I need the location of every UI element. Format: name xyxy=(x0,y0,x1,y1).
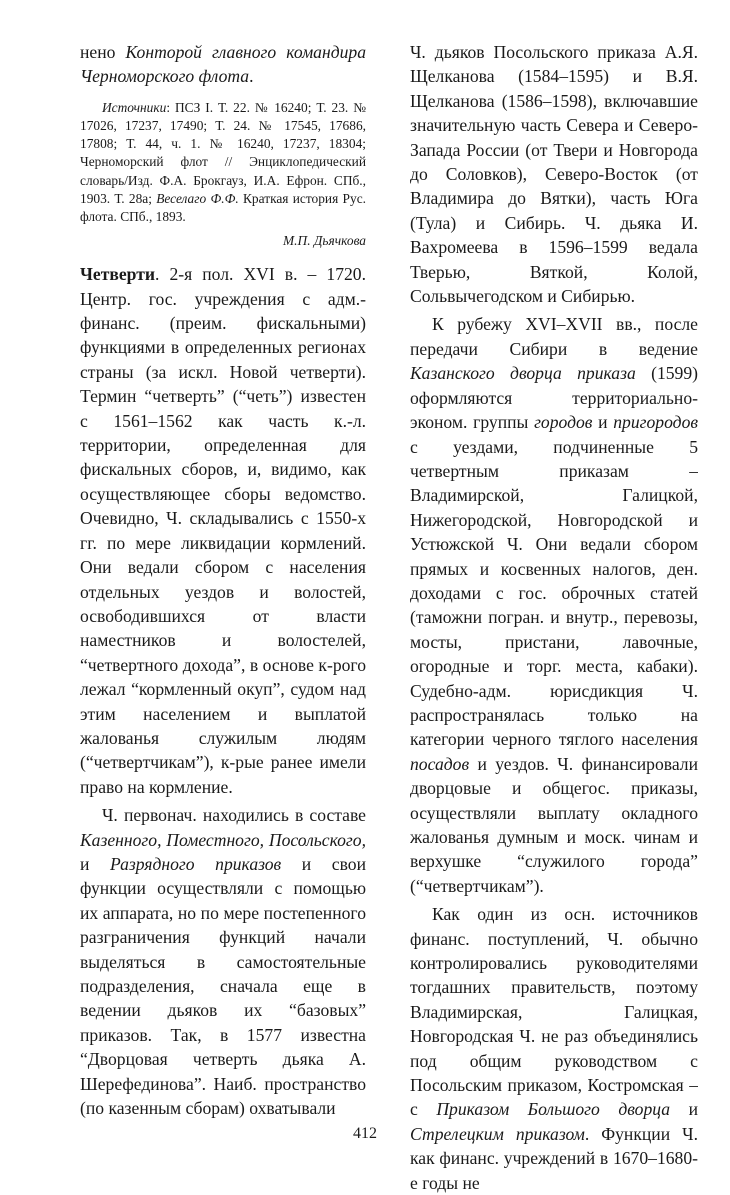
italic-term: Казенного, Поместного, Посольского, xyxy=(80,829,366,850)
text-run: . 2-я пол. XVI в. – 1720. Центр. гос. учреждения с адм.-финанс. (преим. фискальными) функциями в определенных регионах страны (за искл. Новой четверти). Термин “четверть” (“четь”) известен с 1561–1562 как часть к.-л. территории, определенная для фискальных сборов, и, видимо, как осуществляющее сборы ведомство. Очевидно, Ч. складывались с 1550-х гг. по мере ликвидации кормлений. Они ведали сбором с населения отдельных уездов и волостей, освободившихся от власти наместников и волостелей, “четвертного дохода”, в основе к-рого лежал “кормленный окуп”, судом над этим населением и выплатой жалованья служилым людям (“четвертчикам”), к-рые ранее имели право на кормление. xyxy=(80,264,366,797)
text-run: и уездов. Ч. финансировали дворцовые и общегос. приказы, осуществляли выплату окладного жалованья думным и моск. чинам и верхушке “служилого города” (“четвертчикам”). xyxy=(410,753,698,896)
text-run: . Функции Ч. как финанс. учреждений в 1670–1680-е годы не xyxy=(410,1123,698,1193)
sources-block xyxy=(80,99,366,226)
italic-author: Веселаго Ф.Ф. xyxy=(156,190,239,206)
paragraph: Ч. дьяков Посольского приказа А.Я. Щелканова (1584–1595) и В.Я. Щелканова (1586–1598), включавшие значительную часть Севера и Северо-Запада России (от Твери и Новгорода до Соловков), Северо-Восток (от Владимира до Вятки), часть Юга (Тула) и Сибирь. Ч. дьяка И. Вахромеева в 1596–1599 ведала Тверью, Вяткой, Колой, Сольвычегодском и Сибирью. xyxy=(410,42,698,307)
sources-text: : ПСЗ I. Т. 22. № 16240; Т. 23. № 17026, 17237, 17490; Т. 24. № 17545, 17686, 17808; Т. 44, ч. 1. № 16240, 17237, 18304; Черноморский флот // Энциклопедический словарь/Изд. Ф.А. Брокгауз, И.А. Ефрон. СПб., 1903. Т. 28а; xyxy=(80,99,366,206)
italic-term: Конторой главного командира Черноморского флота xyxy=(80,42,366,87)
text-run: и xyxy=(670,1099,698,1120)
italic-term: пригородов xyxy=(613,412,698,433)
paragraph xyxy=(410,312,698,898)
italic-term: Приказом Большого дворца xyxy=(436,1099,671,1120)
italic-term: Казанского дворца приказа xyxy=(410,363,636,384)
text-run: Ч. первонач. находились в составе xyxy=(102,805,366,826)
italic-term: Стрелецким приказом xyxy=(410,1123,585,1144)
text-run: (1599) оформляются территориально-эконом. группы xyxy=(410,363,698,433)
article-headword: Четверти xyxy=(80,264,156,285)
left-column xyxy=(80,40,366,1120)
sources-label: Источники xyxy=(102,99,167,115)
page-number: 412 xyxy=(353,1125,377,1142)
text-run: К рубежу XVI–XVII вв., после передачи Сибири в ведение xyxy=(410,314,698,359)
text-run: с уездами, подчиненные 5 четвертным приказам – Владимирской, Галицкой, Нижегородской, Новгородской и Устюжской Ч. Они ведали сбором прямых и косвенных налогов, ден. доходами с гос. оброчных статей (таможни погран. и внутр., перевозы, мосты, пристани, лавочные, огородные и торг. места, кабаки). Судебно-адм. юрисдикция Ч. распространялась только на категории черного тяглого населения xyxy=(410,436,698,750)
italic-term: посадов xyxy=(410,753,470,774)
paragraph xyxy=(410,902,698,1195)
text-run: . xyxy=(249,66,254,87)
text-run: Как один из осн. источников финанс. поступлений, Ч. обычно контролировались руководителями тогдашних правительств, поэтому Владимирская, Галицкая, Новгородская Ч. не раз объединялись под общим руководством с Посольским приказом, Костромская – с xyxy=(410,904,698,1120)
text-run: и xyxy=(80,853,110,874)
right-column xyxy=(410,40,698,1195)
continued-paragraph xyxy=(80,40,366,89)
text-run: и xyxy=(592,412,614,433)
article-intro-paragraph xyxy=(80,262,366,799)
paragraph xyxy=(80,803,366,1120)
author-signature: М.П. Дьячкова xyxy=(283,233,366,249)
text-run: и свои функции осуществляли с помощью их аппарата, но по мере постепенного разграничения функций начали выделяться в самостоятельные подразделения, сначала еще в ведении дьяков их “базовых” приказов. Так, в 1577 известна “Дворцовая четверть дьяка А. Шерефединова”. Наиб. пространство (по казенным сборам) охватывали xyxy=(80,853,366,1119)
italic-term: городов xyxy=(534,412,593,433)
italic-term: Разрядного приказов xyxy=(110,853,282,874)
sources-text: Краткая история Рус. флота. СПб., 1893. xyxy=(80,190,366,225)
text-run: нено xyxy=(80,42,126,62)
